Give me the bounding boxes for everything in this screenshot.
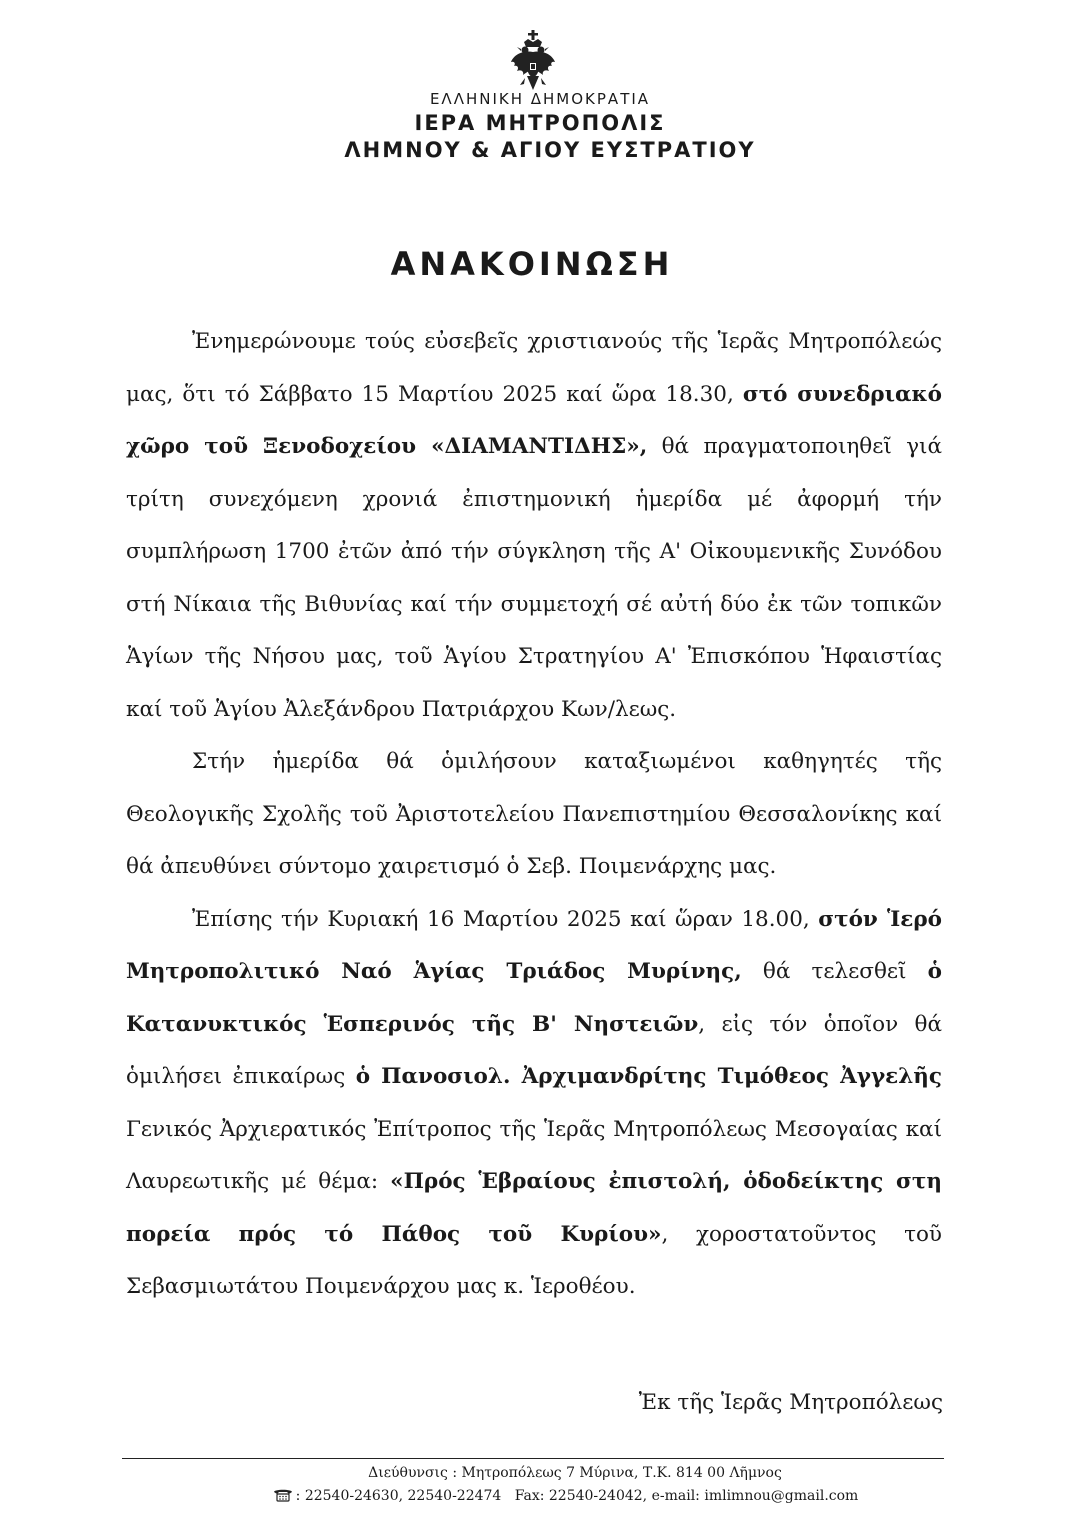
paragraph-3-bold-vespers: ὁ Κατανυκτικός Ἑσπερινός τῆς Β' Νηστειῶν	[126, 959, 942, 1037]
paragraph-3-bold-topic: «Πρός Ἑβραίους ἐπιστολή, ὁδοδείκτης στη πορεία πρός τό Πάθος τοῦ Κυρίου»	[126, 1169, 942, 1247]
paragraph-3	[126, 894, 942, 1314]
paragraph-3-bold-speaker: ὁ Πανοσιολ. Ἀρχιμανδρίτης Τιμόθεος Ἀγγελῆς	[355, 1064, 942, 1089]
paragraph-3-text-e: , χοροστατοῦντος τοῦ Σεβασμιωτάτου Ποιμενάρχου μας κ. Ἱεροθέου.	[126, 1221, 942, 1299]
paragraph-3-text-b: θά τελεσθεῖ	[741, 959, 928, 984]
letterhead	[0, 90, 1080, 162]
footer-contacts	[0, 1488, 1080, 1504]
paragraph-1-text-b: θά πραγματοποιηθεῖ γιά τρίτη συνεχόμενη χρονιά ἐπιστημονική ἡμερίδα μέ ἀφορμή τήν συμπλήρωση 1700 ἐτῶν ἀπό τήν σύγκληση τῆς Α' Οἰκουμενικῆς Συνόδου στή Νίκαια τῆς Βιθυνίας καί τήν συμμετοχή σέ αὐτή δύο ἐκ τῶν τοπικῶν Ἁγίων τῆς Νήσου μας, τοῦ Ἁγίου Στρατηγίου Α' Ἐπισκόπου Ἡφαιστίας καί τοῦ Ἁγίου Ἀλεξάνδρου Πατριάρχου Κων/λεως.	[126, 434, 942, 722]
paragraph-3-bold-church: στόν Ἱερό Μητροπολιτικό Ναό Ἁγίας Τριάδος Μυρίνης,	[126, 906, 942, 984]
footer-fax: Fax: 22540-24042,	[514, 1488, 648, 1504]
letterhead-region: ΛΗΜΝΟΥ & ΑΓΙΟΥ ΕΥΣΤΡΑΤΙΟΥ	[344, 138, 756, 162]
footer-email: e-mail: imlimnou@gmail.com	[651, 1488, 859, 1504]
letterhead-state: ΕΛΛΗΝΙΚΗ ΔΗΜΟΚΡΑΤΙΑ	[429, 90, 651, 108]
footer-divider	[122, 1458, 944, 1459]
paragraph-3-text-a: Ἐπίσης τήν Κυριακή 16 Μαρτίου 2025 καί ὥραν 18.00,	[192, 906, 819, 932]
telephone-icon	[272, 1488, 294, 1502]
paragraph-1-bold-venue: στό συνεδριακό χῶρο τοῦ Ξενοδοχείου «ΔΙΑΜΑΝΤΙΔΗΣ»,	[126, 381, 942, 459]
paragraph-1-text-a: Ἐνημερώνουμε τούς εὐσεβεῖς χριστιανούς τῆς Ἱερᾶς Μητροπόλεώς μας, ὅτι τό Σάββατο 15 Μαρτίου 2025 καί ὥρα 18.30,	[126, 329, 942, 407]
letterhead-metropolis: ΙΕΡΑ ΜΗΤΡΟΠΟΛΙΣ	[414, 111, 666, 135]
document-title: ΑΝΑΚΟΙΝΩΣΗ	[390, 245, 674, 283]
paragraph-2	[126, 736, 942, 894]
paragraph-3-text-d: Γενικός Ἀρχιερατικός Ἐπίτροπος τῆς Ἱερᾶς Μητροπόλεως Μεσογαίας καί Λαυρεωτικῆς μέ θέμα:	[126, 1116, 942, 1194]
footer-phones: : 22540-24630, 22540-22474	[295, 1488, 502, 1504]
paragraph-3-text-c: , εἰς τόν ὁποῖον θά ὁμιλήσει ἐπικαίρως	[126, 1011, 942, 1089]
paragraph-2-text: Στήν ἡμερίδα θά ὁμιλήσουν καταξιωμένοι καθηγητές τῆς Θεολογικῆς Σχολῆς τοῦ Ἀριστοτελείου Πανεπιστημίου Θεσσαλονίκης καί θά ἀπευθύνει σύντομο χαιρετισμό ὁ Σεβ. Ποιμενάρχης μας.	[126, 749, 942, 879]
footer-address: Διεύθυνσις : Μητροπόλεως 7 Μύρινα, Τ.Κ. 814 00 Λῆμνος	[368, 1465, 782, 1481]
document-body	[126, 316, 942, 1314]
signature-line: Ἐκ τῆς Ἱερᾶς Μητροπόλεως	[638, 1390, 943, 1415]
paragraph-1	[126, 316, 942, 736]
double-headed-eagle-icon	[510, 30, 556, 92]
